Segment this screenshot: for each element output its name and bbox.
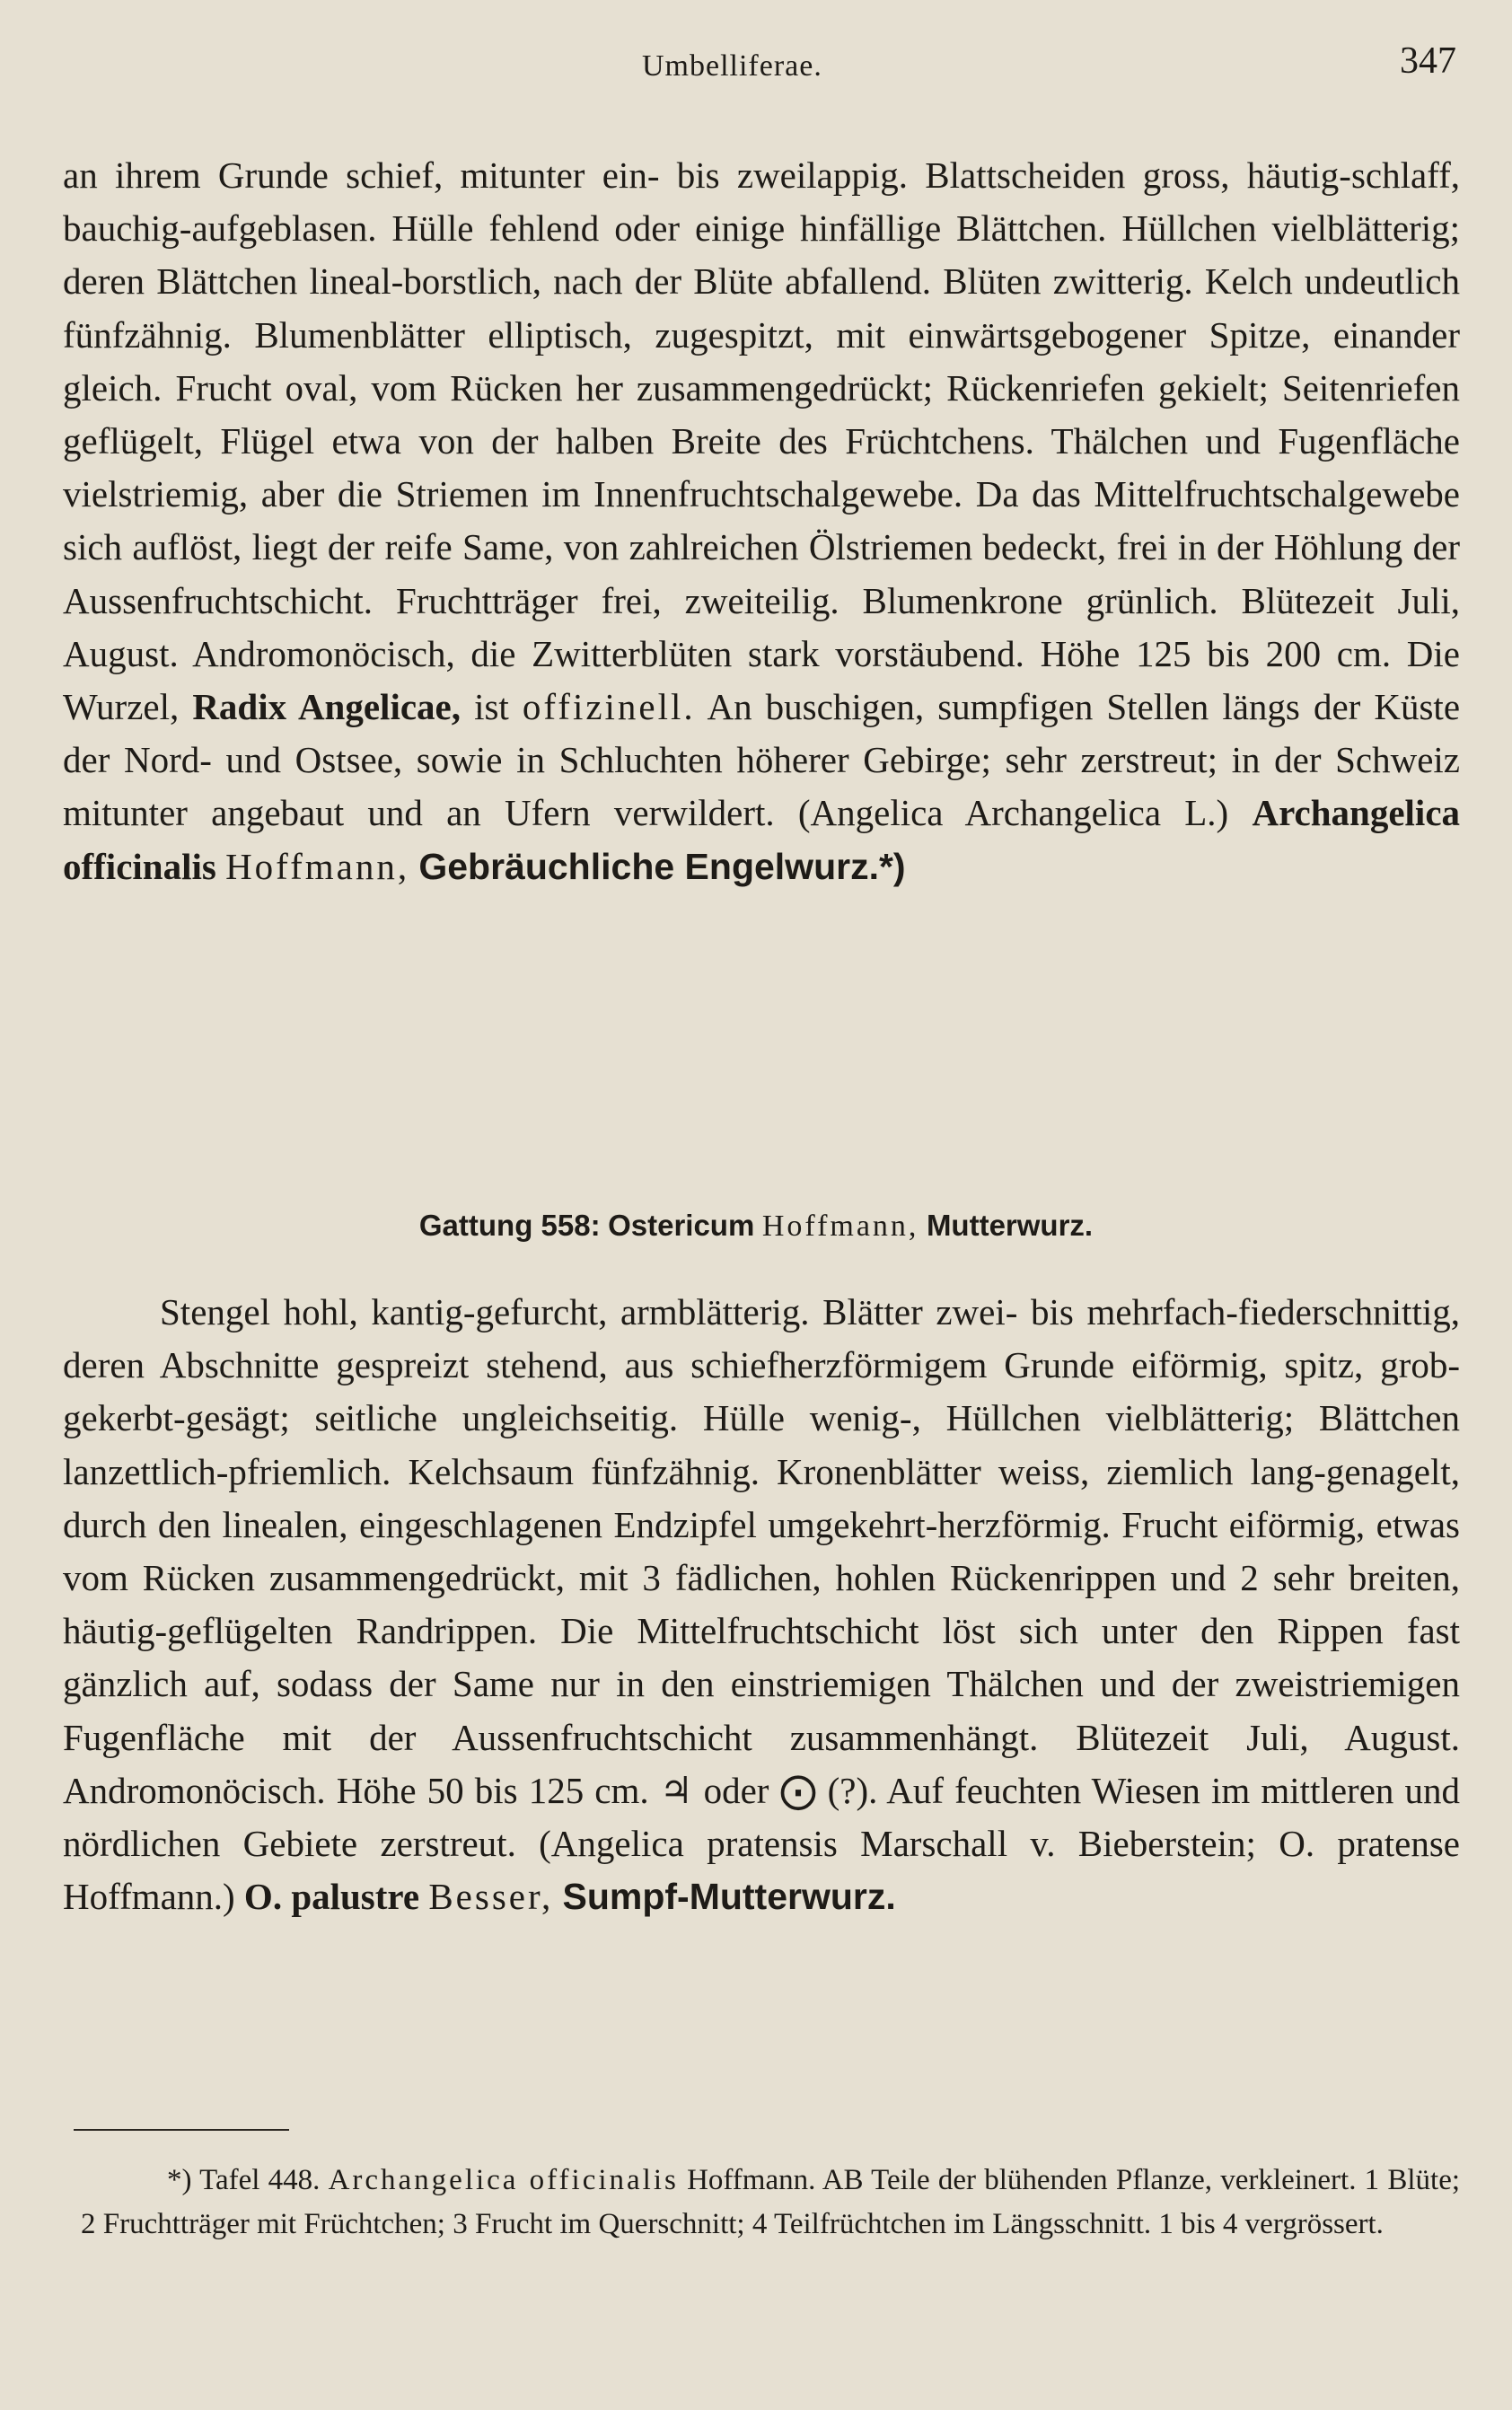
footnote — [81, 2159, 1460, 2247]
paragraph-text-ist: ist — [474, 686, 509, 728]
body-paragraph-ostericum — [63, 1286, 1460, 1923]
common-name: Sumpf-Mutterwurz. — [562, 1876, 896, 1918]
genus-common-name: Mutterwurz. — [926, 1209, 1094, 1242]
running-head: Umbelliferae. — [642, 49, 822, 83]
species-author: Hoffmann, — [225, 845, 410, 887]
genus-number: Gattung 558: — [418, 1209, 601, 1242]
page-number: 347 — [1400, 40, 1456, 82]
species-author: Besser, — [428, 1876, 554, 1918]
footnote-text: Hoffmann. AB Teile der blühenden Pflanze, verkleinert. 1 Blüte; 2 Fruchtträger mit Früchtchen; 3 Frucht im Querschnitt; 4 Teilfrüchtchen im Längsschnitt. 1 bis 4 vergrössert. — [81, 2164, 1461, 2240]
paragraph-text: Stengel hohl, kantig-gefurcht, armblätterig. Blätter zwei- bis mehrfach-fiederschnittig, deren Abschnitte gespreizt stehend, aus schiefherzförmigem Grunde eiförmig, spitz, grob-gekerbt-gesägt; seitliche ungleichseitig. Hülle wenig-, Hüllchen vielblätterig; Blättchen lanzettlich-pfriemlich. Kelchsaum fünfzähnig. Kronenblätter weiss, ziemlich lang-genagelt, durch den linealen, eingeschlagenen Endzipfel umgekehrt-herzförmig. Frucht eiförmig, etwas vom Rücken zusammengedrückt, mit 3 fädlichen, hohlen Rückenrippen und 2 sehr breiten, häutig-geflügelten Randrippen. Die Mittelfruchtschicht löst sich unter den Rippen fast gänzlich auf, sodass der Same nur in den einstriemigen Thälchen und der zweistriemigen Fugenfläche mit der Aussenfruchtschicht zusammenhängt. Blütezeit Juli, August. Andromonöcisch. Höhe 50 bis 125 cm. ♃ oder ⨀ (?). Auf feuchten Wiesen im mittleren und nördlichen Gebiete zerstreut. (Angelica pratensis Marschall v. Bieberstein; O. pratense Hoffmann.) — [63, 1291, 1460, 1918]
genus-author: Hoffmann, — [761, 1209, 919, 1243]
offizinell-spaced: offizinell. — [522, 686, 696, 728]
footnote-marker: *) Tafel 448. — [167, 2164, 321, 2196]
footnote-species: Archangelica officinalis — [328, 2164, 679, 2196]
footnote-rule — [74, 2129, 289, 2131]
genus-name: Ostericum — [608, 1209, 755, 1242]
paragraph-text-habitat: An buschigen, sumpfigen Stellen längs der Küste der Nord- und Ostsee, sowie in Schluchten höherer Gebirge; sehr zerstreut; in der Schweiz mitunter angebaut und an Ufern verwildert. (Angelica Archangelica L.) — [63, 686, 1461, 834]
common-name: Gebräuchliche Engelwurz.*) — [418, 845, 906, 887]
drug-name: Radix Angelicae, — [192, 686, 461, 728]
body-paragraph-archangelica — [63, 149, 1460, 893]
paragraph-text: an ihrem Grunde schief, mitunter ein- bis zweilappig. Blattscheiden gross, häutig-schlaff, bauchig-aufgeblasen. Hülle fehlend oder einige hinfällige Blättchen. Hüllchen vielblätterig; deren Blättchen lineal-borstlich, nach der Blüte abfallend. Blüten zwitterig. Kelch undeutlich fünfzähnig. Blumenblätter elliptisch, zugespitzt, mit einwärtsgebogener Spitze, einander gleich. Frucht oval, vom Rücken her zusammengedrückt; Rückenriefen gekielt; Seitenriefen geflügelt, Flügel etwa von der halben Breite des Früchtchens. Thälchen und Fugenfläche vielstriemig, aber die Striemen im Innenfruchtschalgewebe. Da das Mittelfruchtschalgewebe sich auflöst, liegt der reife Same, von zahlreichen Ölstriemen bedeckt, frei in der Höhlung der Aussenfruchtschicht. Fruchtträger frei, zweiteilig. Blumenkrone grünlich. Blütezeit Juli, August. Andromonöcisch, die Zwitterblüten stark vorstäubend. Höhe 125 bis 200 cm. Die Wurzel, — [63, 154, 1460, 728]
species-name: Archangelica officinalis — [63, 792, 1461, 887]
species-name: O. palustre — [243, 1876, 420, 1918]
genus-heading — [0, 1209, 1512, 1244]
